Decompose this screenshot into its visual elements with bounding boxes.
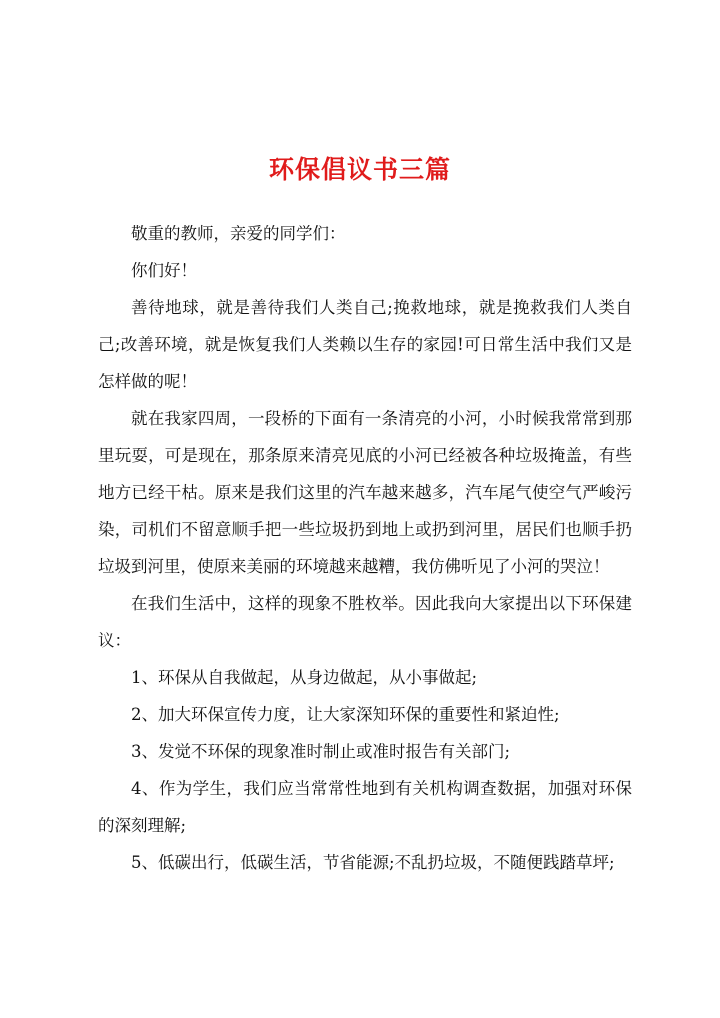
paragraph: 善待地球，就是善待我们人类自己;挽救地球，就是挽救我们人类自己;改善环境，就是恢复我们人类赖以生存的家园!可日常生活中我们又是怎样做的呢！ (98, 298, 632, 391)
paragraph: 就在我家四周，一段桥的下面有一条清亮的小河，小时候我常常到那里玩耍，可是现在，那条原来清亮见底的小河已经被各种垃圾掩盖，有些地方已经干枯。原来是我们这里的汽车越来越多，汽车尾气使空气严峻污染，司机们不留意顺手把一些垃圾扔到地上或扔到河里，居民们也顺手扔垃圾到河里，使原来美丽的环境越来越糟，我仿佛听见了小河的哭泣！ (98, 409, 632, 576)
list-item: 5、低碳出行，低碳生活，节省能源;不乱扔垃圾，不随便践踏草坪; (131, 853, 615, 872)
list-item: 3、发觉不环保的现象准时制止或准时报告有关部门; (131, 742, 511, 761)
paragraph: 在我们生活中，这样的现象不胜枚举。因此我向大家提出以下环保建议： (98, 594, 632, 650)
salutation: 敬重的教师，亲爱的同学们： (131, 224, 346, 243)
greeting: 你们好！ (131, 261, 197, 280)
document-title: 环保倡议书三篇 (268, 155, 451, 184)
list-item: 1、环保从自我做起，从身边做起，从小事做起; (131, 668, 478, 687)
list-item: 2、加大环保宣传力度，让大家深知环保的重要性和紧迫性; (131, 705, 560, 724)
document-body (98, 215, 632, 881)
list-item: 4、作为学生，我们应当常常性地到有关机构调查数据，加强对环保的深刻理解; (98, 779, 632, 835)
